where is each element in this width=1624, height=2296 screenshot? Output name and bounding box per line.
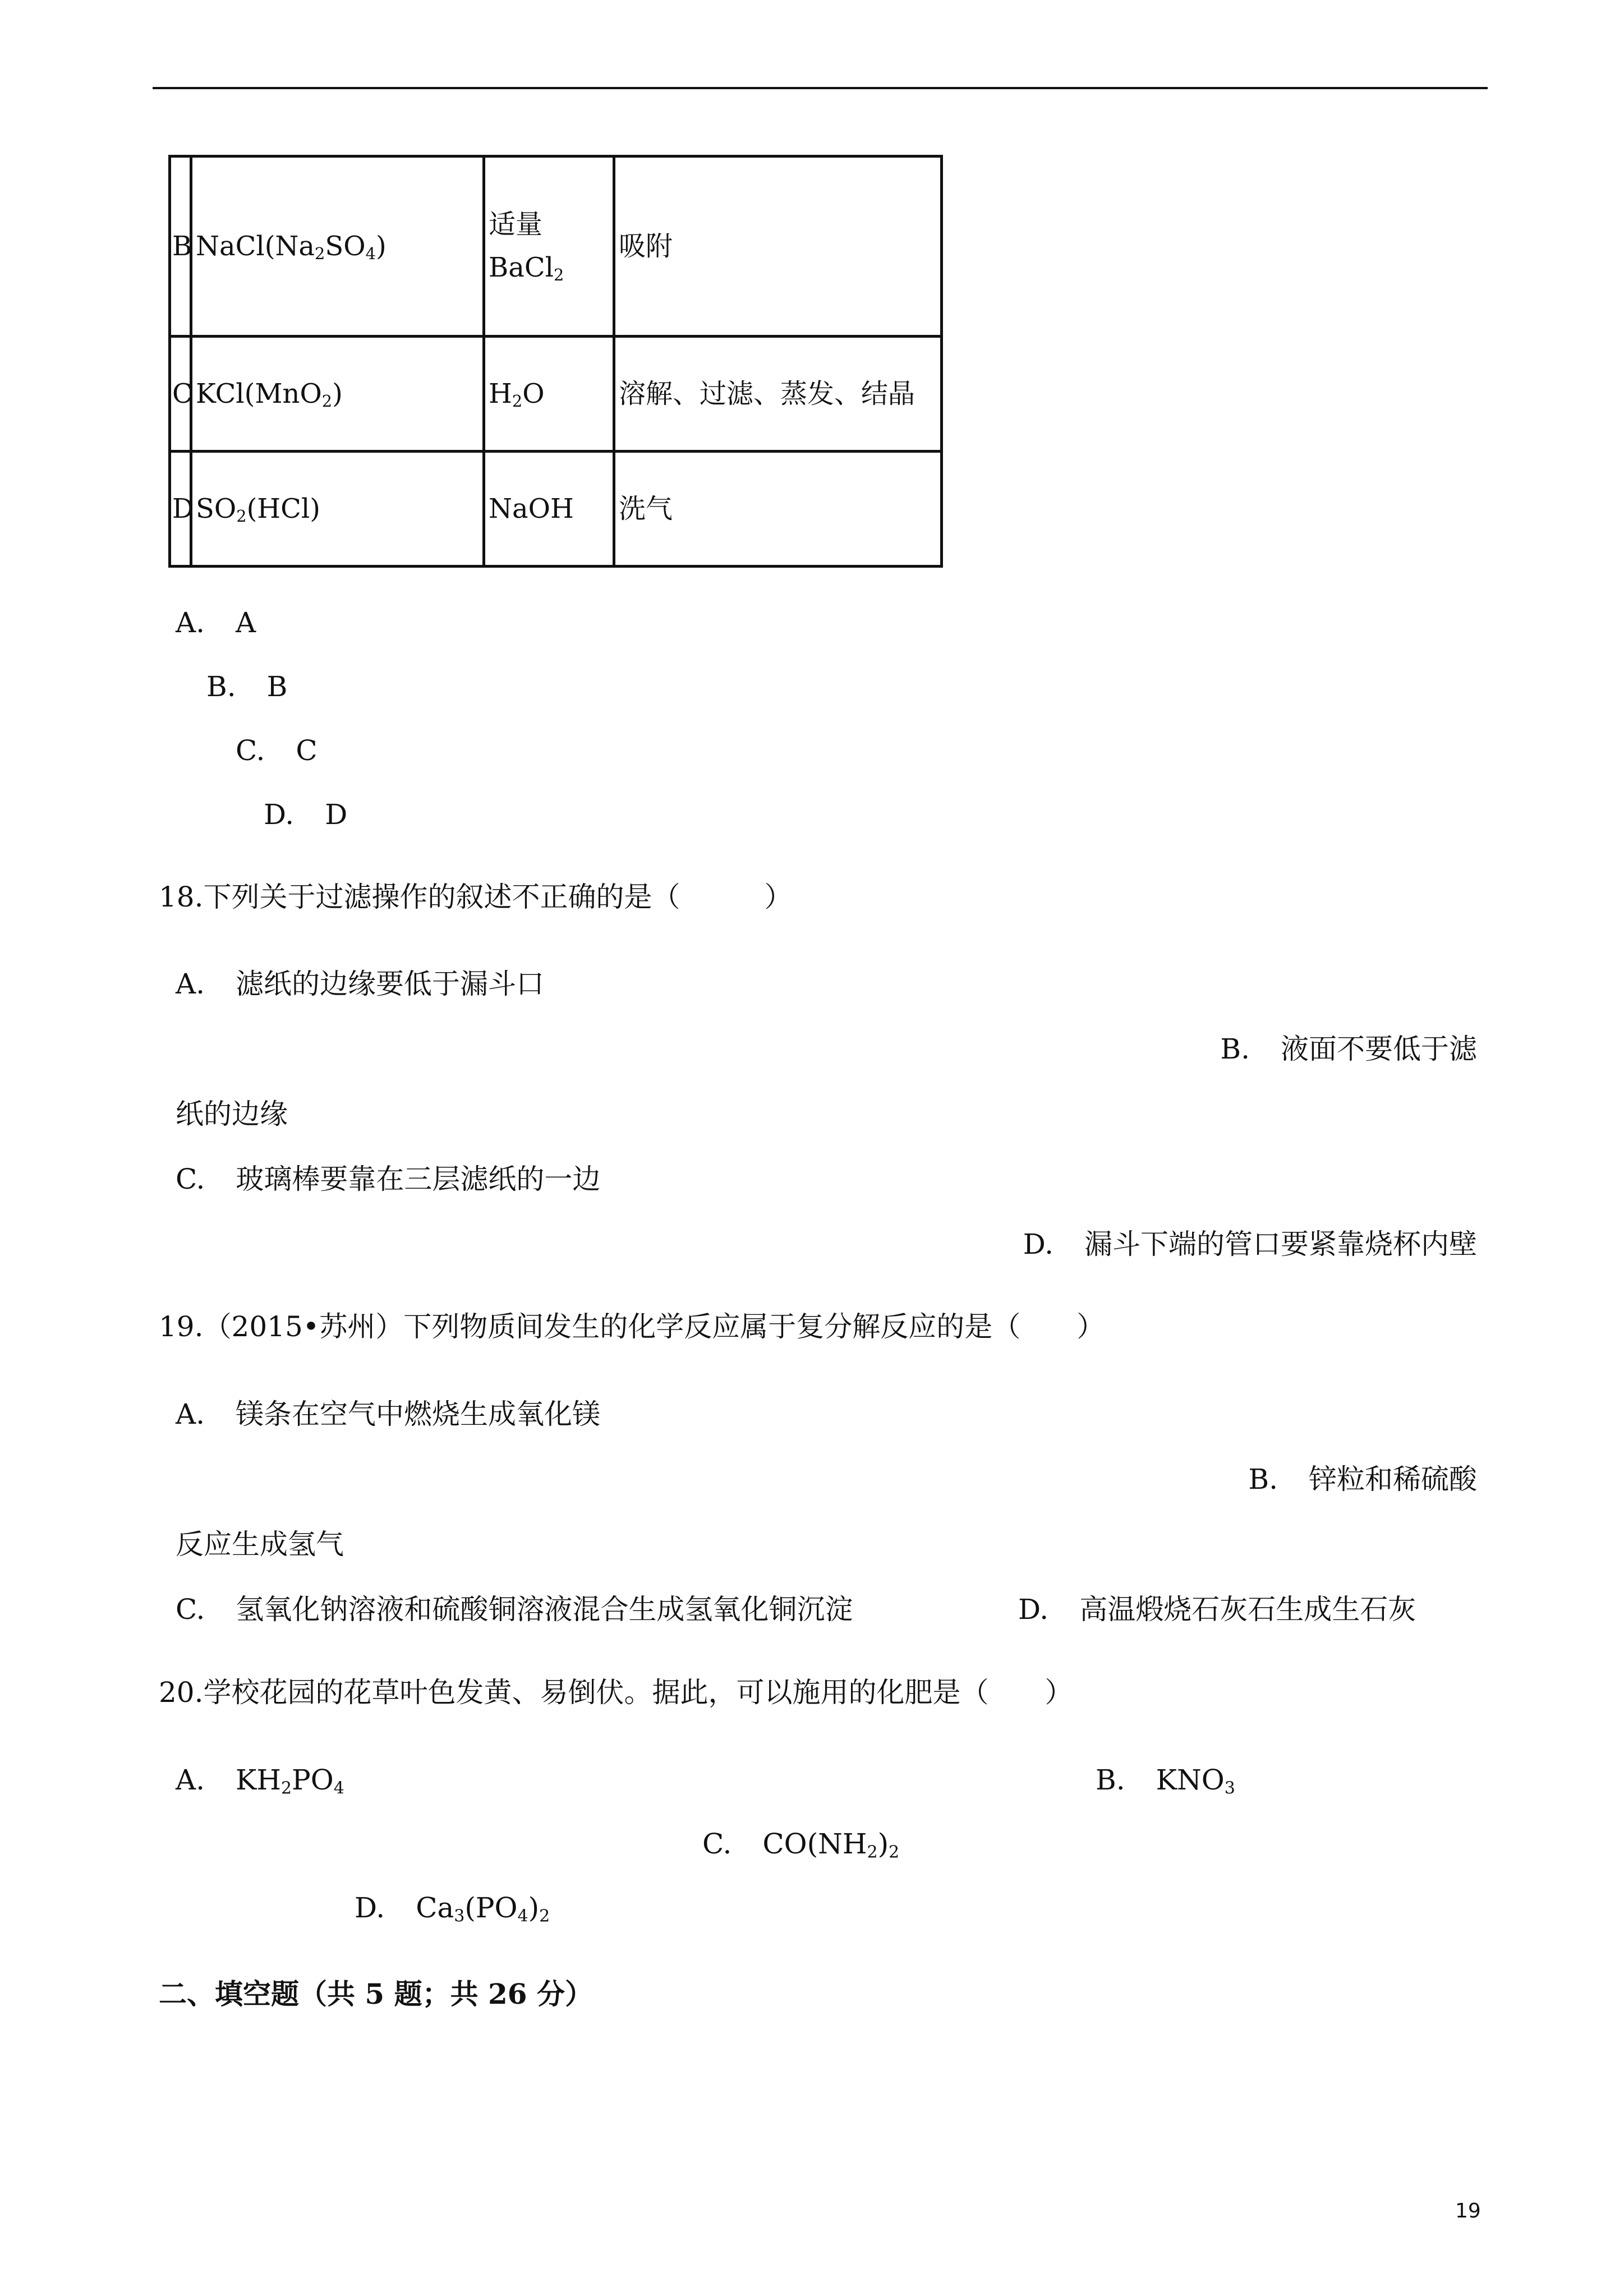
q18-option-d: D. 漏斗下端的管口要紧靠烧杯内壁 [1023, 1228, 1477, 1260]
table-row [170, 337, 942, 452]
q19-option-b-continued: 反应生成氢气 [176, 1528, 344, 1561]
row-letter: B [170, 157, 191, 337]
header-rule [153, 87, 1488, 89]
q19-option-b: B. 锌粒和稀硫酸 [1248, 1463, 1477, 1496]
q17-option-a: A. A [176, 606, 256, 639]
q18-stem: 18.下列关于过滤操作的叙述不正确的是（ ） [159, 881, 793, 913]
q19-option-a: A. 镁条在空气中燃烧生成氧化镁 [176, 1398, 601, 1430]
q19-stem: 19.（2015•苏州）下列物质间发生的化学反应属于复分解反应的是（ ） [159, 1310, 1105, 1343]
q18-option-a: A. 滤纸的边缘要低于漏斗口 [176, 968, 545, 1000]
q20-stem: 20.学校花园的花草叶色发黄、易倒伏。据此，可以施用的化肥是（ ） [159, 1676, 1073, 1709]
q20-option-b: B. $KNO_3$ [1096, 1764, 1235, 1798]
q18-option-b-continued: 纸的边缘 [176, 1098, 288, 1130]
q18-option-b: B. 液面不要低于滤 [1220, 1033, 1477, 1065]
q19-option-d: D. 高温煅烧石灰石生成生石灰 [1018, 1593, 1416, 1626]
q20-option-a: A. $KH_2PO_4$ [176, 1764, 344, 1798]
table-row [170, 452, 942, 567]
q17-option-d: D. D [264, 798, 348, 831]
q20-option-c: C. $CO(NH_2)_2$ [702, 1828, 900, 1862]
row-letter: C [170, 337, 191, 452]
section-title: 二、填空题（共 5 题；共 26 分） [159, 1977, 593, 2010]
substance-cell: $NaCl(Na_2SO_4)$ [191, 157, 484, 337]
reagent-cell: NaOH [484, 452, 614, 567]
substance-cell: KCl(MnO$_2$) [191, 337, 484, 452]
reagent-cell: 适量 BaCl$_2$ [484, 157, 614, 337]
method-cell: 洗气 [614, 452, 942, 567]
q17-option-b: B. B [206, 670, 288, 703]
row-letter: D [170, 452, 191, 567]
q19-option-c: C. 氢氧化钠溶液和硫酸铜溶液混合生成氢氧化铜沉淀 [176, 1593, 853, 1626]
page-number: 19 [1455, 2200, 1481, 2223]
q20-option-d: D. $Ca_3(PO_4)_2$ [355, 1892, 550, 1926]
q18-option-c: C. 玻璃棒要靠在三层滤纸的一边 [176, 1163, 601, 1195]
method-cell: 溶解、过滤、蒸发、结晶 [614, 337, 942, 452]
table-row [170, 157, 942, 337]
q17-option-c: C. C [236, 734, 318, 767]
options-table [168, 155, 943, 568]
reagent-cell: $H_2O$ [484, 337, 614, 452]
substance-cell: $SO_2(HCl)$ [191, 452, 484, 567]
method-cell: 吸附 [614, 157, 942, 337]
